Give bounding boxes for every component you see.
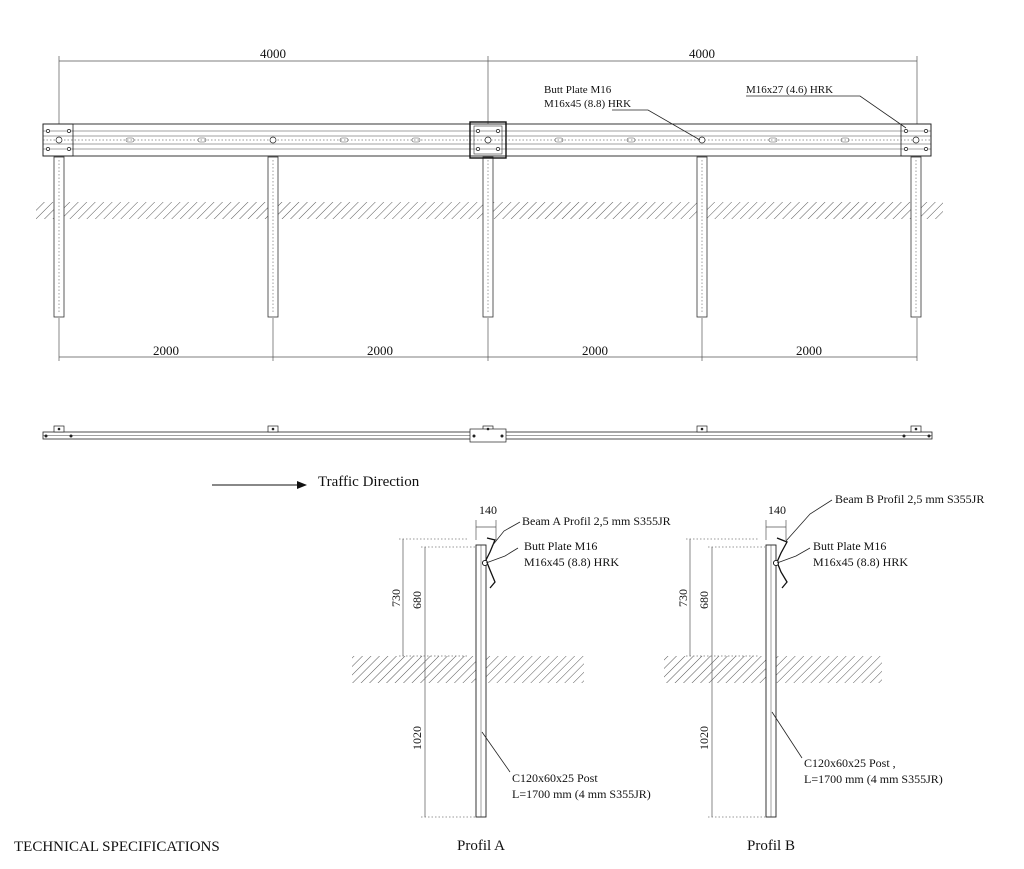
profile-b-dim-730: 730	[676, 589, 690, 607]
profile-a	[352, 503, 671, 854]
profile-a-title: Profil A	[457, 838, 505, 854]
profile-a-butt-plate: Butt Plate M16	[524, 539, 598, 553]
profile-a-beam-label: Beam A Profil 2,5 mm S355JR	[522, 514, 671, 528]
callout-end-bolt: M16x27 (4.6) HRK	[746, 84, 834, 96]
profile-b-dim-140: 140	[768, 503, 786, 517]
callout-butt-plate-title: Butt Plate M16	[544, 84, 612, 96]
profile-a-post-line2: L=1700 mm (4 mm S355JR)	[512, 787, 651, 801]
posts	[54, 157, 921, 317]
traffic-direction-label: Traffic Direction	[318, 474, 420, 490]
profile-a-dim-140: 140	[479, 503, 497, 517]
profile-b-post-line1: C120x60x25 Post ,	[804, 756, 896, 770]
profile-a-dim-730: 730	[389, 589, 403, 607]
spacing-label-4: 2000	[796, 343, 822, 358]
spacing-label-3: 2000	[582, 343, 608, 358]
profile-b-dim-680: 680	[697, 591, 711, 609]
profile-b	[664, 492, 984, 854]
profile-a-dim-1020: 1020	[410, 726, 424, 750]
profile-b-post-line2: L=1700 mm (4 mm S355JR)	[804, 772, 943, 786]
profile-b-butt-plate: Butt Plate M16	[813, 539, 887, 553]
technical-specifications-title: TECHNICAL SPECIFICATIONS	[14, 839, 220, 855]
profile-b-dim-1020: 1020	[697, 726, 711, 750]
rail-beam	[43, 122, 931, 158]
post-spacing-dimension	[59, 318, 917, 361]
profile-a-dim-680: 680	[410, 591, 424, 609]
spacing-label-2: 2000	[367, 343, 393, 358]
spacing-label-1: 2000	[153, 343, 179, 358]
callout-butt-plate-bolt: M16x45 (8.8) HRK	[544, 98, 632, 110]
ground-band-profile-a	[352, 656, 584, 683]
elevation-view	[36, 46, 943, 361]
plan-view	[43, 426, 932, 442]
profile-b-bolt: M16x45 (8.8) HRK	[813, 555, 908, 569]
profile-b-beam-label: Beam B Profil 2,5 mm S355JR	[835, 492, 985, 506]
traffic-direction	[212, 474, 420, 490]
profile-b-title: Profil B	[747, 838, 795, 854]
span-label-right: 4000	[689, 46, 715, 61]
profile-a-bolt: M16x45 (8.8) HRK	[524, 555, 619, 569]
span-label-left: 4000	[260, 46, 286, 61]
profile-a-post-line1: C120x60x25 Post	[512, 771, 598, 785]
